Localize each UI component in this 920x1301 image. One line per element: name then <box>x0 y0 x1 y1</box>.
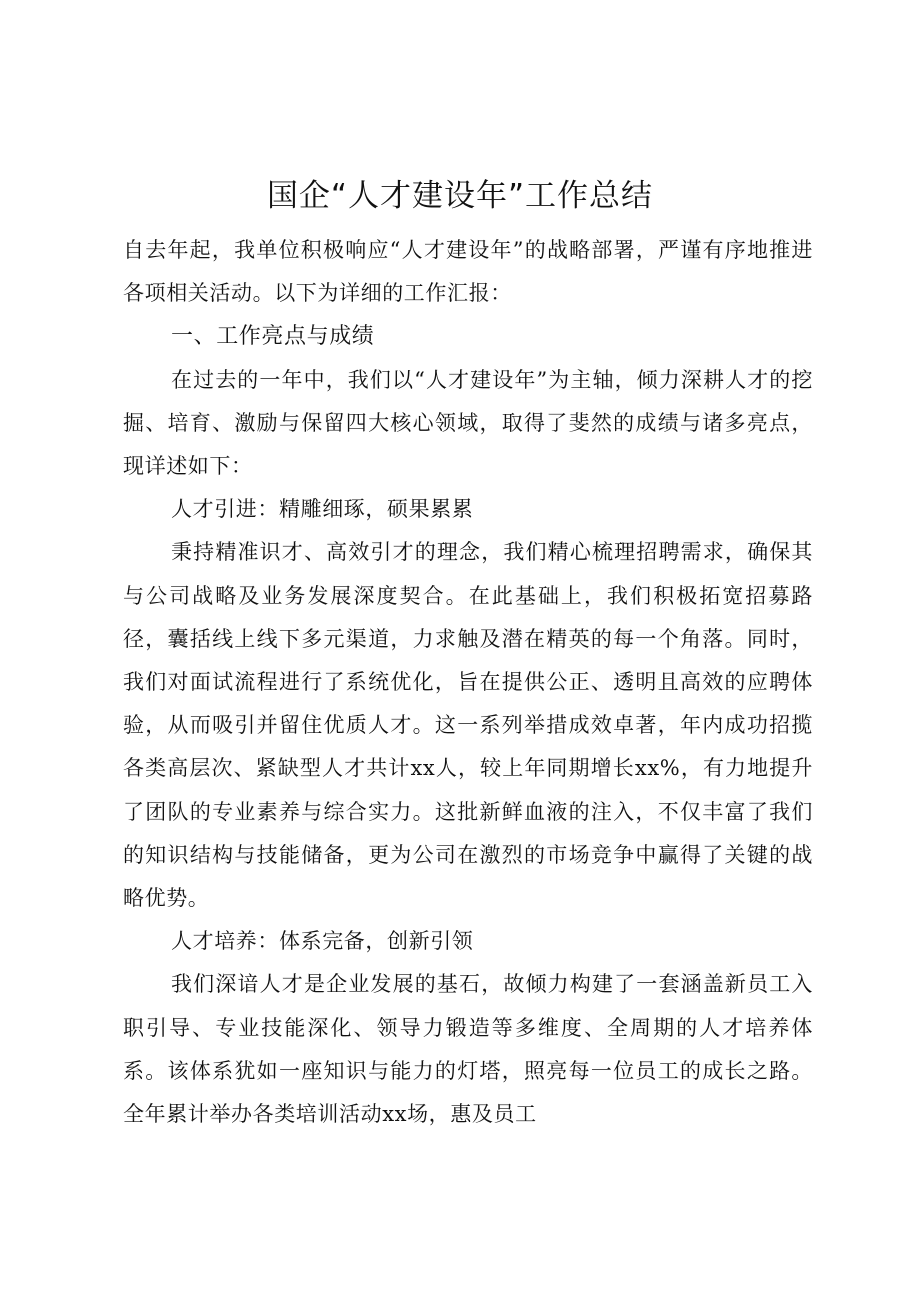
section-intro-paragraph: 在过去的一年中，我们以“人才建设年”为主轴，倾力深耕人才的挖掘、培育、激励与保留四大核心领域，取得了斐然的成绩与诸多亮点，现详述如下： <box>123 367 813 479</box>
document-title: 国企“人才建设年”工作总结 <box>266 178 654 214</box>
talent-recruitment-paragraph: 秉持精准识才、高效引才的理念，我们精心梳理招聘需求，确保其与公司战略及业务发展深度契合。在此基础上，我们积极拓宽招募路径，囊括线上线下多元渠道，力求触及潜在精英的每一个角落。同时，我们对面试流程进行了系统优化，旨在提供公正、透明且高效的应聘体验，从而吸引并留住优质人才。这一系列举措成效卓著，年内成功招揽各类高层次、紧缺型人才共计xx人，较上年同期增长xx%，有力地提升了团队的专业素养与综合实力。这批新鲜血液的注入，不仅丰富了我们的知识结构与技能储备，更为公司在激烈的市场竞争中赢得了关键的战略优势。 <box>123 540 813 911</box>
talent-training-paragraph: 我们深谙人才是企业发展的基石，故倾力构建了一套涵盖新员工入职引导、专业技能深化、领导力锻造等多维度、全周期的人才培养体系。该体系犹如一座知识与能力的灯塔，照亮每一位员工的成长之路。全年累计举办各类培训活动xx场，惠及员工 <box>123 972 813 1127</box>
subsection-heading-talent-training: 人才培养：体系完备，创新引领 <box>171 929 474 954</box>
document-body <box>123 229 813 1136</box>
intro-paragraph: 自去年起，我单位积极响应“人才建设年”的战略部署，严谨有序地推进各项相关活动。以下为详细的工作汇报： <box>123 238 813 306</box>
section-heading: 一、工作亮点与成绩 <box>171 324 375 350</box>
subsection-heading-talent-recruitment: 人才引进：精雕细琢，硕果累累 <box>171 497 474 522</box>
